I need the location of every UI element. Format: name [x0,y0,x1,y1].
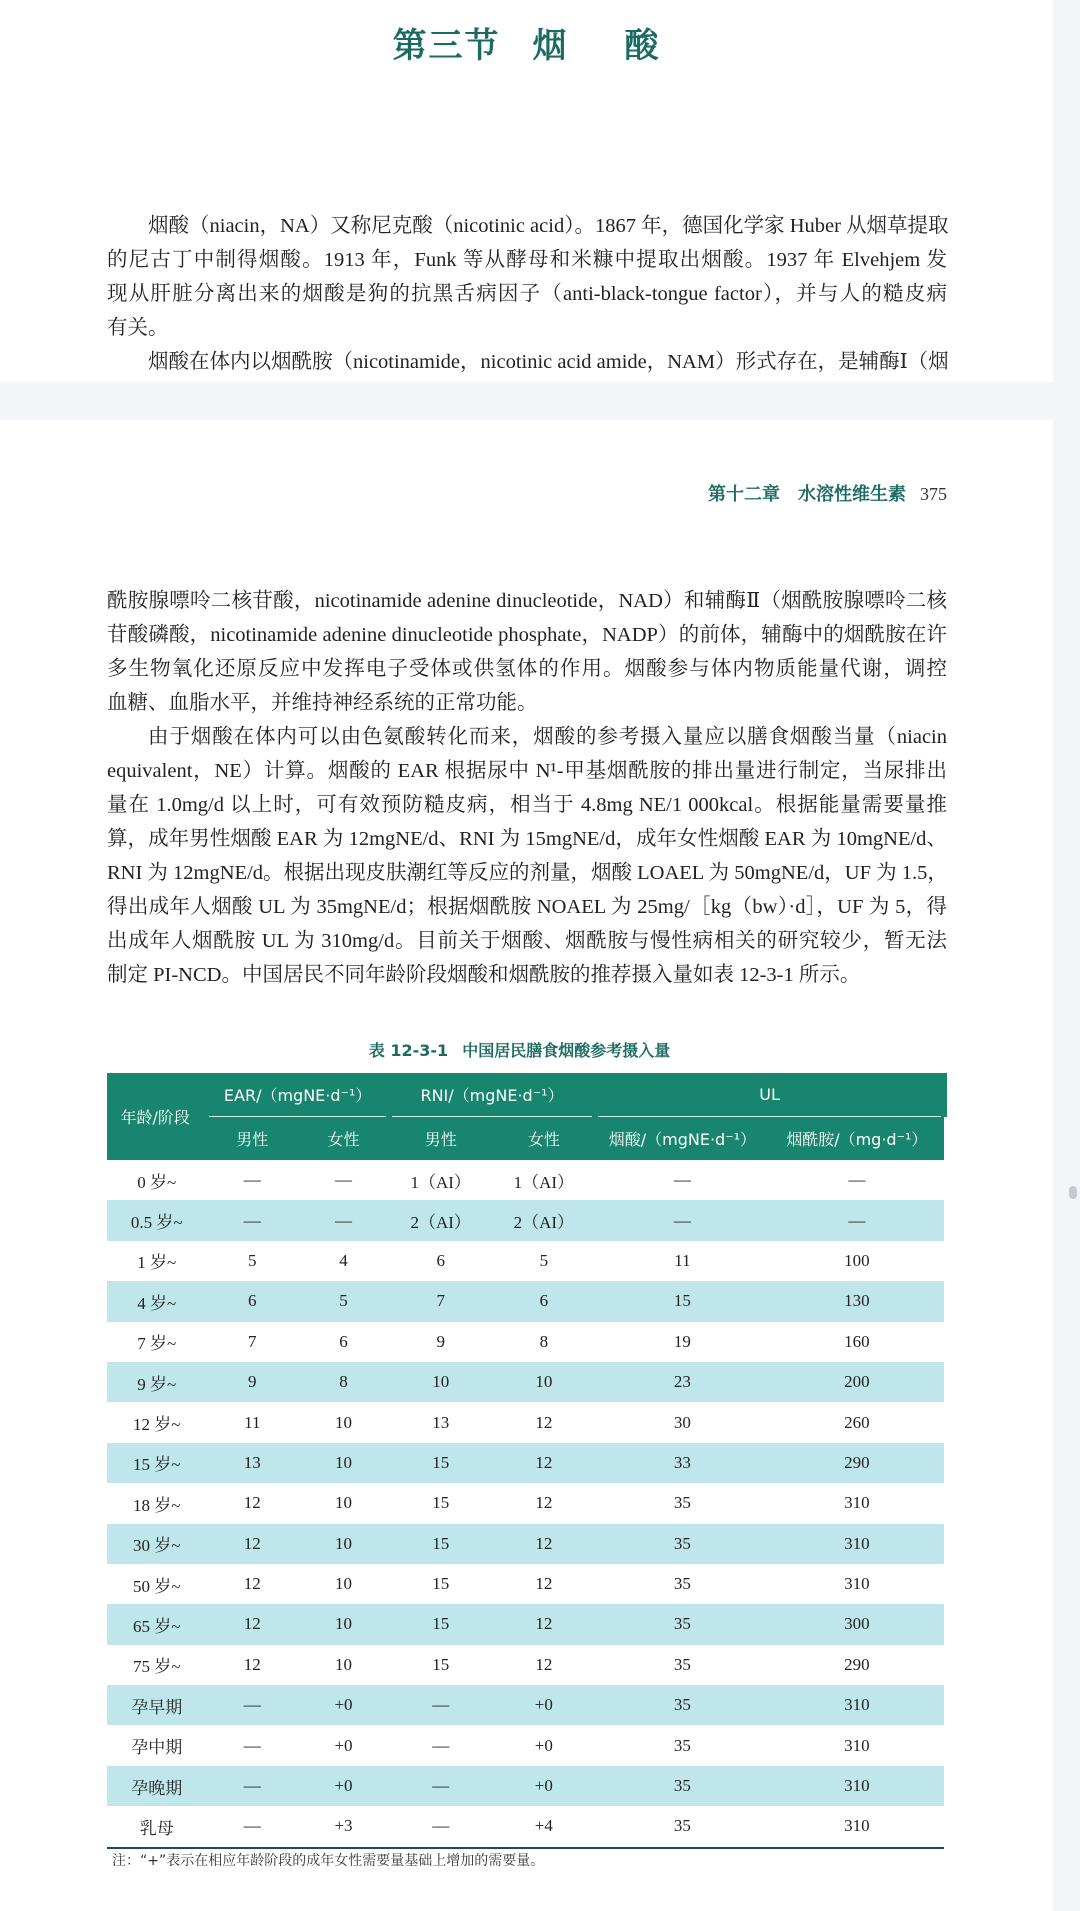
value-cell: 6 [339,1331,348,1351]
age-cell: 50 岁~ [132,1576,181,1596]
value-cell: — [243,1735,261,1755]
value-cell: 9 [436,1331,445,1351]
value-cell: 7 [389,1281,493,1321]
table-row [107,1483,944,1523]
table-note: 注：“+”表示在相应年龄阶段的成年女性需要量基础上增加的需要量。 [112,1853,545,1869]
value-cell: 35 [673,1654,691,1674]
value-cell: 130 [770,1281,944,1321]
value-cell: 30 [673,1412,691,1432]
header-ear-female: 女性 [298,1117,389,1161]
value-cell: 10 [298,1604,389,1644]
value-cell: 5 [298,1281,389,1321]
value-cell: 12 [206,1604,298,1644]
value-cell: 12 [493,1443,596,1483]
value-cell: 2（AI） [493,1200,596,1240]
text-line: RNI 为 12mgNE/d。根据出现皮肤潮红等反应的剂量，烟酸 LOAEL 为 50mgNE/d，UF 为 1.5， [107,862,948,884]
text-line: 出成年人烟酰胺 UL 为 310mg/d。目前关于烟酸、烟酰胺与慢性病相关的研究较少，暂无法 [107,930,947,952]
value-cell: — [243,1170,261,1190]
value-cell: 10 [335,1654,352,1674]
table-row [107,1443,944,1483]
value-cell: 35 [595,1604,769,1644]
value-cell: 12 [535,1493,553,1513]
value-cell: 12 [535,1574,553,1594]
value-cell: 12 [243,1574,261,1594]
chapter-title: 第十二章 水溶性维生素 [708,484,906,505]
value-cell: — [206,1200,298,1240]
value-cell: 6 [436,1250,445,1270]
age-cell: 18 岁~ [132,1495,181,1515]
value-cell: 310 [844,1735,870,1755]
table-row [107,1766,944,1806]
text-line: equivalent，NE）计算。烟酸的 EAR 根据尿中 N¹-甲基烟酰胺的排出量进行制定，当尿排出 [107,760,947,782]
value-cell: 15 [389,1524,493,1564]
value-cell: 1（AI） [513,1172,575,1192]
header-rni-male: 男性 [389,1117,493,1161]
value-cell: — [595,1200,769,1240]
value-cell: — [206,1766,298,1806]
value-cell: 260 [844,1412,870,1432]
value-cell: 15 [389,1443,493,1483]
table-row [107,1402,944,1442]
text-line: 由于烟酸在体内可以由色氨酸转化而来，烟酸的参考摄入量应以膳食烟酸当量（niacin [148,726,947,748]
value-cell: 12 [535,1654,553,1674]
text-line: 现从肝脏分离出来的烟酸是狗的抗黑舌病因子（anti-black-tongue factor），并与人的糙皮病 [107,283,947,305]
page-number: 375 [920,484,947,504]
header-ul-niacin: 烟酸/（mgNE·d⁻¹） [595,1117,769,1161]
value-cell: 2（AI） [389,1200,493,1240]
age-cell: 65 岁~ [107,1604,206,1644]
table-row [107,1645,944,1685]
value-cell: 13 [206,1443,298,1483]
value-cell: 15 [389,1604,493,1644]
value-cell: 310 [770,1524,944,1564]
table-row [107,1806,944,1847]
age-cell: 12 岁~ [132,1415,181,1435]
table-row [107,1362,944,1402]
value-cell: 35 [673,1735,691,1755]
value-cell: 11 [244,1412,261,1432]
table-row [107,1524,944,1564]
age-cell: 1 岁~ [137,1253,177,1273]
value-cell: 12 [243,1493,261,1513]
age-cell: 乳母 [107,1806,206,1847]
value-cell: 10 [335,1574,352,1594]
value-cell: — [206,1806,298,1847]
age-cell: 孕中期 [131,1738,183,1758]
value-cell: 8 [539,1331,549,1351]
value-cell: 15 [595,1281,769,1321]
value-cell: — [673,1170,691,1190]
text-line: 量在 1.0mg/d 以上时，可有效预防糙皮病，相当于 4.8mg NE/1 000kcal。根据能量需要量推 [107,794,947,816]
value-cell: 290 [844,1654,870,1674]
value-cell: 35 [673,1574,691,1594]
text-line: 制定 PI-NCD。中国居民不同年龄阶段烟酸和烟酰胺的推荐摄入量如表 12-3-1 所示。 [107,964,861,986]
text-line: 苷酸磷酸，nicotinamide adenine dinucleotide phosphate，NADP）的前体，辅酶中的烟酰胺在许 [107,624,947,646]
value-cell: 35 [595,1524,769,1564]
table-row [107,1241,944,1281]
value-cell: 310 [770,1806,944,1847]
age-cell: 7 岁~ [137,1334,177,1354]
text-line: 算，成年男性烟酸 EAR 为 12mgNE/d、RNI 为 15mgNE/d，成年女性烟酸 EAR 为 10mgNE/d、 [107,828,947,850]
value-cell: 12 [206,1524,298,1564]
value-cell: — [848,1170,866,1190]
value-cell: 6 [206,1281,298,1321]
scrollbar-thumb[interactable] [1069,1186,1077,1199]
value-cell: 12 [493,1524,596,1564]
header-rni: RNI/（mgNE·d⁻¹） [389,1073,595,1117]
value-cell: +0 [534,1735,553,1755]
value-cell: 15 [432,1654,450,1674]
value-cell: 310 [844,1493,870,1513]
value-cell: 5 [248,1250,257,1270]
value-cell: 35 [595,1806,769,1847]
value-cell: 11 [674,1250,691,1270]
header-rni-female: 女性 [493,1117,596,1161]
table-row [107,1685,944,1725]
value-cell: +4 [493,1806,596,1847]
title-char-1: 烟 [532,26,569,66]
value-cell: +0 [493,1685,596,1725]
value-cell: 15 [432,1493,450,1513]
age-cell: 4 岁~ [107,1281,206,1321]
age-cell: 孕晚期 [107,1766,206,1806]
value-cell: 35 [595,1685,769,1725]
table-row [107,1725,944,1765]
text-line: 多生物氧化还原反应中发挥电子受体或供氢体的作用。烟酸参与体内物质能量代谢，调控 [107,658,947,680]
text-line: 烟酸（niacin，NA）又称尼克酸（nicotinic acid）。1867 年，德国化学家 Huber 从烟草提取 [148,215,949,237]
value-cell: +0 [493,1766,596,1806]
value-cell: — [206,1685,298,1725]
table-title: 中国居民膳食烟酸参考摄入量 [462,1041,671,1060]
value-cell: 10 [298,1524,389,1564]
table-row [107,1322,944,1362]
value-cell: +0 [334,1735,353,1755]
text-line: 有关。 [107,317,169,339]
age-cell: 30 岁~ [107,1524,206,1564]
value-cell: — [432,1735,450,1755]
table-caption [0,1038,1053,1061]
value-cell: — [389,1685,493,1725]
age-cell: 0.5 岁~ [107,1200,206,1240]
value-cell: 35 [595,1766,769,1806]
table-row [107,1281,944,1321]
value-cell: +0 [298,1766,389,1806]
value-cell: 4 [339,1250,348,1270]
value-cell: 8 [298,1362,389,1402]
age-cell: 15 岁~ [107,1443,206,1483]
page-2 [0,420,1053,1911]
value-cell: 310 [770,1766,944,1806]
value-cell: 100 [844,1250,870,1270]
running-head [708,480,947,506]
table-row [107,1160,944,1200]
value-cell: 10 [335,1493,352,1513]
value-cell: 33 [595,1443,769,1483]
page-1 [0,0,1053,382]
value-cell: 6 [493,1281,596,1321]
value-cell: 19 [673,1331,691,1351]
value-cell: 10 [493,1362,596,1402]
value-cell: 10 [335,1412,352,1432]
value-cell: +0 [298,1685,389,1725]
paragraph-intro [107,209,947,379]
text-line: 的尼古丁中制得烟酸。1913 年，Funk 等从酵母和米糠中提取出烟酸。1937 年 Elvehjem 发 [107,249,947,271]
value-cell: 200 [770,1362,944,1402]
text-line: 酰胺腺嘌呤二核苷酸，nicotinamide adenine dinucleotide，NAD）和辅酶Ⅱ（烟酰胺腺嘌呤二核 [107,590,947,612]
value-cell: 23 [595,1362,769,1402]
value-cell: 300 [770,1604,944,1644]
header-ul-nicotinamide: 烟酰胺/（mg·d⁻¹） [770,1117,944,1161]
text-line: 血糖、血脂水平，并维持神经系统的正常功能。 [107,692,538,714]
table-row [107,1564,944,1604]
header-ear: EAR/（mgNE·d⁻¹） [206,1073,388,1117]
value-cell: 12 [493,1604,596,1644]
text-line: 烟酸在体内以烟酰胺（nicotinamide，nicotinic acid amide，NAM）形式存在，是辅酶Ⅰ（烟 [148,351,949,373]
value-cell: 13 [432,1412,450,1432]
value-cell: 10 [298,1443,389,1483]
table-row [107,1200,944,1240]
value-cell: — [335,1170,352,1190]
value-cell: — [298,1200,389,1240]
value-cell: 12 [243,1654,261,1674]
section-title [0,18,1053,67]
niacin-intake-table [107,1073,947,1849]
header-ul: UL [595,1073,944,1117]
value-cell: — [389,1766,493,1806]
header-ear-male: 男性 [206,1117,298,1161]
value-cell: 35 [673,1493,691,1513]
value-cell: 290 [770,1443,944,1483]
value-cell: 310 [770,1685,944,1725]
value-cell: 10 [389,1362,493,1402]
value-cell: 310 [844,1574,870,1594]
value-cell: 7 [248,1331,257,1351]
age-cell: 0 岁~ [137,1172,177,1192]
value-cell: 12 [535,1412,553,1432]
age-cell: 9 岁~ [107,1362,206,1402]
text-line: 得出成年人烟酸 UL 为 35mgNE/d；根据烟酰胺 NOAEL 为 25mg/［kg（bw）·d］，UF 为 5，得 [107,896,947,918]
title-char-2: 酸 [624,26,661,66]
value-cell: 160 [844,1331,870,1351]
value-cell: 1（AI） [410,1172,471,1192]
paragraph-continued [107,584,947,992]
value-cell: 5 [539,1250,549,1270]
age-cell: 75 岁~ [132,1657,181,1677]
value-cell: 15 [432,1574,450,1594]
value-cell: +3 [298,1806,389,1847]
table-row [107,1604,944,1644]
value-cell: — [770,1200,944,1240]
value-cell: 9 [206,1362,298,1402]
section-number: 第三节 [392,26,501,66]
value-cell: — [389,1806,493,1847]
header-age: 年龄/阶段 [107,1073,206,1160]
age-cell: 孕早期 [107,1685,206,1725]
table-number: 表 12-3-1 [368,1041,449,1060]
